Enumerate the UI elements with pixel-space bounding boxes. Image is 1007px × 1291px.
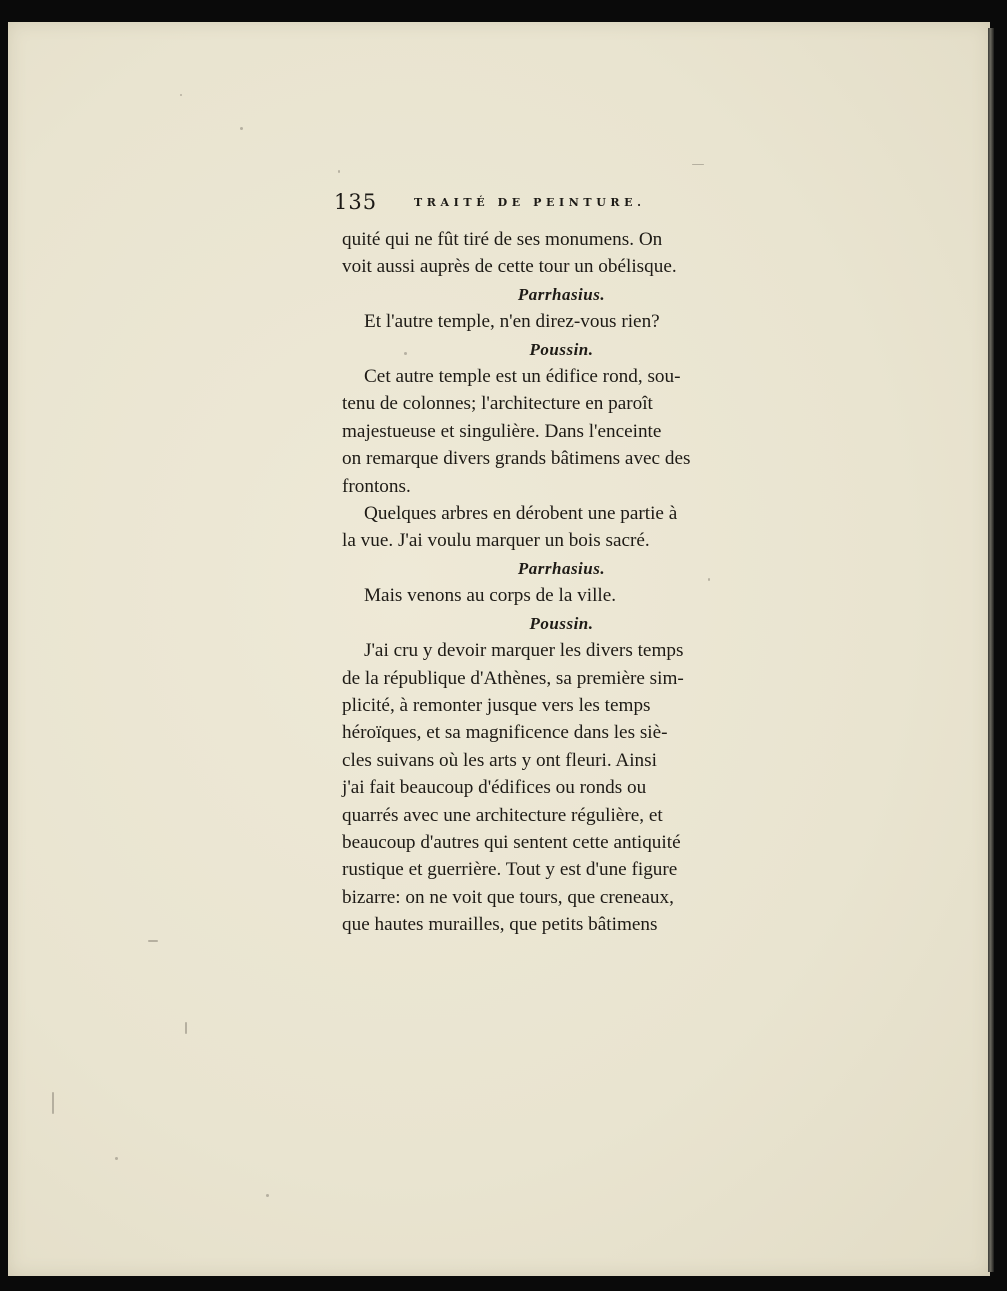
body-text (342, 226, 755, 939)
text-line: que hautes murailles, que petits bâtimens (342, 914, 658, 936)
speaker-name: Poussin. (529, 613, 594, 633)
text-line: majestueuse et singulière. Dans l'enceinte (342, 420, 662, 442)
text-line: quarrés avec une architecture régulière, et (342, 804, 663, 826)
text-line: tenu de colonnes; l'architecture en paroît (342, 393, 653, 415)
text-line: J'ai cru y devoir marquer les divers temps (364, 640, 684, 662)
text-line: Cet autre temple est un édifice rond, sou- (364, 366, 681, 388)
paper-speck (338, 170, 340, 173)
text-line: cles suivans où les arts y ont fleuri. Ainsi (342, 749, 657, 771)
text-line: on remarque divers grands bâtimens avec des (342, 448, 691, 470)
text-line: Mais venons au corps de la ville. (364, 585, 617, 607)
paper-speck (185, 1022, 187, 1034)
text-line: quité qui ne fût tiré de ses monumens. On (342, 229, 663, 250)
text-line: j'ai fait beaucoup d'édifices ou ronds ou (342, 777, 647, 799)
paper-speck (180, 94, 182, 96)
paper-speck (148, 940, 158, 942)
text-line: voit aussi auprès de cette tour un obélisque. (342, 256, 677, 278)
text-line: beaucoup d'autres qui sentent cette antiquité (342, 831, 681, 853)
paper-speck (52, 1092, 54, 1114)
text-line: frontons. (342, 475, 411, 497)
speaker-name: Parrhasius. (517, 558, 606, 578)
running-head: TRAITÉ DE PEINTURE. (414, 196, 646, 209)
page-header (334, 190, 754, 218)
text-line: Quelques arbres en dérobent une partie à (364, 503, 678, 525)
paper-speck (115, 1157, 118, 1160)
text-line: la vue. J'ai voulu marquer un bois sacré. (342, 530, 650, 552)
text-line: héroïques, et sa magnificence dans les siè- (342, 722, 668, 744)
text-line: plicité, à remonter jusque vers les temps (342, 694, 651, 716)
paper-speck (266, 1194, 269, 1197)
speaker-name: Parrhasius. (517, 284, 606, 304)
paper-speck (692, 164, 704, 165)
text-line: de la république d'Athènes, sa première sim- (342, 667, 684, 689)
text-line: Et l'autre temple, n'en direz-vous rien? (364, 311, 660, 333)
next-page-edge (988, 28, 994, 1272)
text-line: rustique et guerrière. Tout y est d'une figure (342, 859, 678, 881)
speaker-name: Poussin. (529, 339, 594, 359)
paper-speck (240, 127, 243, 130)
text-line: bizarre: on ne voit que tours, que creneaux, (342, 886, 674, 908)
page-number: 135 (334, 190, 378, 214)
